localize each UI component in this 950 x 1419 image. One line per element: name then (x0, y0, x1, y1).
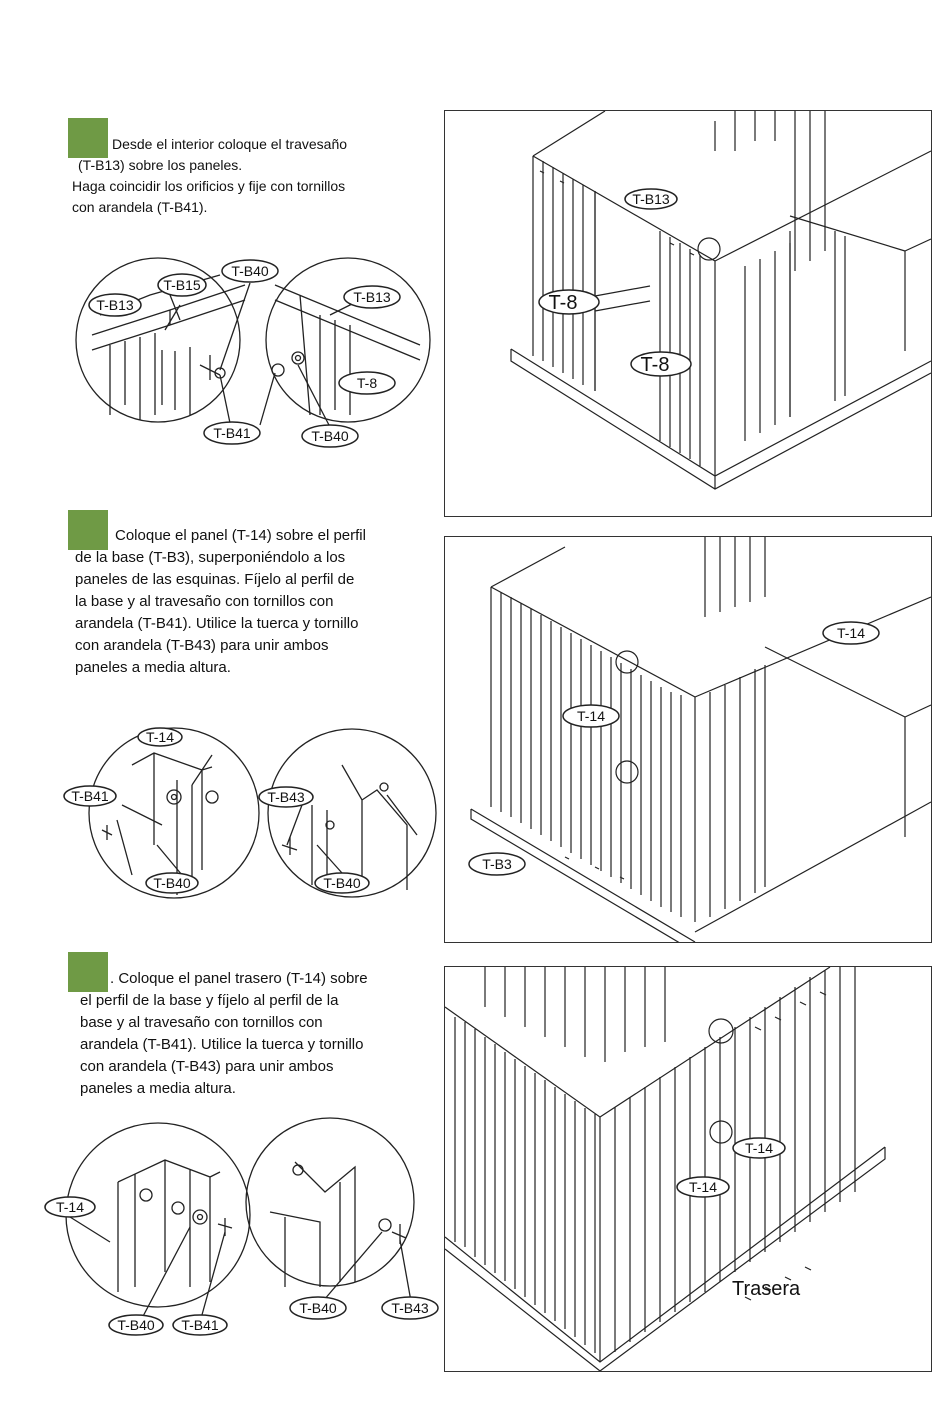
step-2-detail-label-3: T-B40 (153, 875, 191, 891)
step-3-line-5: con arandela (T-B43) para unir ambos (80, 1058, 334, 1075)
step-1-detail-svg (70, 255, 440, 455)
step-3-detail-label-1: T-14 (55, 1199, 85, 1215)
step-1-figure-svg (445, 111, 931, 516)
step-1-line-1: Desde el interior coloque el travesaño (112, 136, 348, 152)
step-1-detail-label-7: T-B40 (311, 428, 349, 444)
step-3-figure-label-2: T-14 (688, 1179, 718, 1195)
step-2-figure (444, 536, 932, 943)
step-2-detail-label-5: T-B40 (323, 875, 361, 891)
step-3-line-3: base y al travesaño con tornillos con (80, 1014, 323, 1031)
step-3-line-2: el perfil de la base y fíjelo al perfil de la (80, 992, 339, 1009)
step-3-detail-label-3: T-B41 (181, 1317, 219, 1333)
step-3-line-1: . Coloque el panel trasero (T-14) sobre (110, 970, 368, 987)
step-2-figure-label-2: T-14 (576, 708, 606, 724)
step-1-detail-label-5: T-8 (356, 375, 378, 391)
step-1-detail-label-6: T-B41 (213, 425, 251, 441)
step-2-detail-svg (62, 725, 442, 905)
step-1-detail-label-1: T-B15 (163, 277, 201, 293)
step-3-line-6: paneles a media altura. (80, 1080, 236, 1097)
step-3-figure-svg (445, 967, 931, 1371)
step-3-text (80, 968, 368, 1100)
step-1-figure-label-3: T-8 (640, 354, 670, 376)
step-2-detail-label-4: T-B43 (267, 789, 305, 805)
step-1-text (72, 134, 347, 218)
step-2-line-4: la base y al travesaño con tornillos con (75, 593, 334, 610)
step-1-figure (444, 110, 932, 517)
step-2-detail-label-1: T-14 (145, 729, 175, 745)
step-3-line-4: arandela (T-B41). Utilice la tuerca y tornillo (80, 1036, 364, 1053)
step-3-detail-label-4: T-B40 (299, 1300, 337, 1316)
step-2-line-5: arandela (T-B41). Utilice la tuerca y tornillo (75, 615, 359, 632)
step-2-line-6: con arandela (T-B43) para unir ambos (75, 637, 329, 654)
step-3-figure (444, 966, 932, 1372)
step-2-figure-svg (445, 537, 931, 942)
step-3-figure-caption: Trasera (732, 1278, 801, 1300)
step-2-line-3: paneles de las esquinas. Fíjelo al perfil de (75, 571, 355, 588)
step-2-detail-drawing (62, 725, 442, 905)
step-3-detail-label-2: T-B40 (117, 1317, 155, 1333)
step-1-detail-label-2: T-B13 (96, 297, 134, 313)
step-3-detail-drawing (40, 1112, 445, 1342)
step-3-detail-svg (40, 1112, 445, 1342)
step-1-line-3: Haga coincidir los orificios y fije con tornillos (72, 178, 346, 194)
step-2-text (75, 525, 366, 679)
step-2-figure-label-1: T-14 (836, 625, 866, 641)
step-2-figure-label-3: T-B3 (482, 856, 512, 872)
step-1-detail-label-3: T-B40 (231, 263, 269, 279)
step-2-detail-label-2: T-B41 (71, 788, 109, 804)
step-2-line-2: de la base (T-B3), superponiéndolo a los (75, 549, 346, 566)
step-1-line-4: con arandela (T-B41). (72, 199, 208, 215)
step-1-line-2: (T-B13) sobre los paneles. (78, 157, 243, 173)
step-3-detail-label-5: T-B43 (391, 1300, 429, 1316)
step-2-line-1: Coloque el panel (T-14) sobre el perfil (115, 527, 366, 544)
step-2-line-7: paneles a media altura. (75, 659, 231, 676)
step-1-detail-label-4: T-B13 (353, 289, 391, 305)
step-3-figure-label-1: T-14 (744, 1140, 774, 1156)
step-1-detail-drawing (70, 255, 440, 455)
step-1-figure-label-2: T-8 (548, 292, 578, 314)
step-1-figure-label-1: T-B13 (632, 191, 670, 207)
